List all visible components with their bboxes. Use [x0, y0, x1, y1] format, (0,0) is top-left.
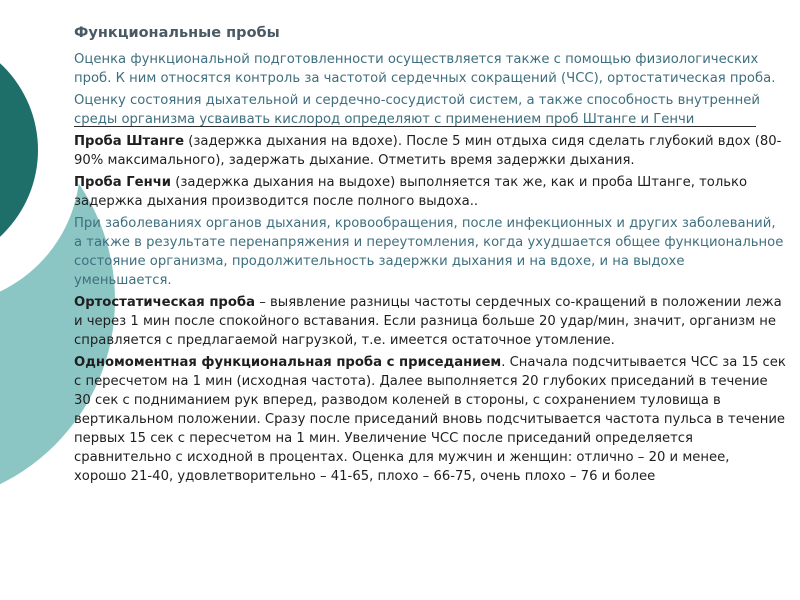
paragraph-text: (задержка дыхания на выдохе) выполняется так же, как и проба Штанге, только задержка дыхания производится после полного выдоха.. [74, 175, 748, 209]
bold-term: Одномоментная функциональная проба с приседанием [74, 355, 502, 370]
paragraph-text: Оценку состояния дыхательной и сердечно-сосудистой систем, а также способность внутренней среды организма усваивать кислород определяют с применением проб Штанге и Генчи [74, 93, 760, 127]
strike-through-line [74, 126, 756, 127]
slide-title: Функциональные пробы [74, 25, 280, 41]
paragraph-5 [74, 214, 786, 290]
paragraph-text: . Сначала подсчитывается ЧСС за 15 сек с пересчетом на 1 мин (исходная частота). Далее выполняется 20 глубоких приседаний в течение 30 сек с подниманием рук вперед, разводом коленей в стороны, с сохранением туловища в вертикальном положении. Сразу после приседаний вновь подсчитывается частота пульса в течение первых 15 сек с пересчетом на 1 мин. Увеличение ЧСС после приседаний определяется сравнительно с исходной в процентах. Оценка для мужчин и женщин: отлично – 20 и менее, хорошо 21-40, удовлетворительно – 41-65, плохо – 66-75, очень плохо – 76 и более [74, 355, 786, 484]
paragraph-3 [74, 132, 786, 170]
paragraph-1 [74, 50, 786, 88]
paragraph-text: Оценка функциональной подготовленности осуществляется также с помощью физиологических проб. К ним относятся контроль за частотой сердечных сокращений (ЧСС), ортостатическая проба. [74, 52, 776, 86]
paragraph-6 [74, 293, 786, 350]
paragraphs [74, 50, 786, 486]
paragraph-text: – выявление разницы частоты сердечных со-кращений в положении лежа и через 1 мин после спокойного вставания. Если разница больше 20 удар/мин, значит, организм не справляется с предлагаемой нагрузкой, т.е. имеется остаточное утомление. [74, 295, 782, 348]
paragraph-4 [74, 173, 786, 211]
paragraph-text: При заболеваниях органов дыхания, кровообращения, после инфекционных и других заболеваний, а также в результате перенапряжения и переутомления, когда ухудшается общее функциональное состояние организма, продолжительность задержки дыхания и на вдохе, и на выдохе уменьшается. [74, 216, 784, 288]
bold-term: Проба Штанге [74, 134, 185, 149]
slide-content [74, 24, 786, 489]
paragraph-7 [74, 353, 786, 486]
paragraph-text: (задержка дыхания на вдохе). После 5 мин отдыха сидя сделать глубокий вдох (80-90% максимального), задержать дыхание. Отметить время задержки дыхания. [74, 134, 782, 168]
paragraph-2 [74, 91, 786, 129]
bold-term: Ортостатическая проба [74, 295, 256, 310]
bold-term: Проба Генчи [74, 175, 171, 190]
